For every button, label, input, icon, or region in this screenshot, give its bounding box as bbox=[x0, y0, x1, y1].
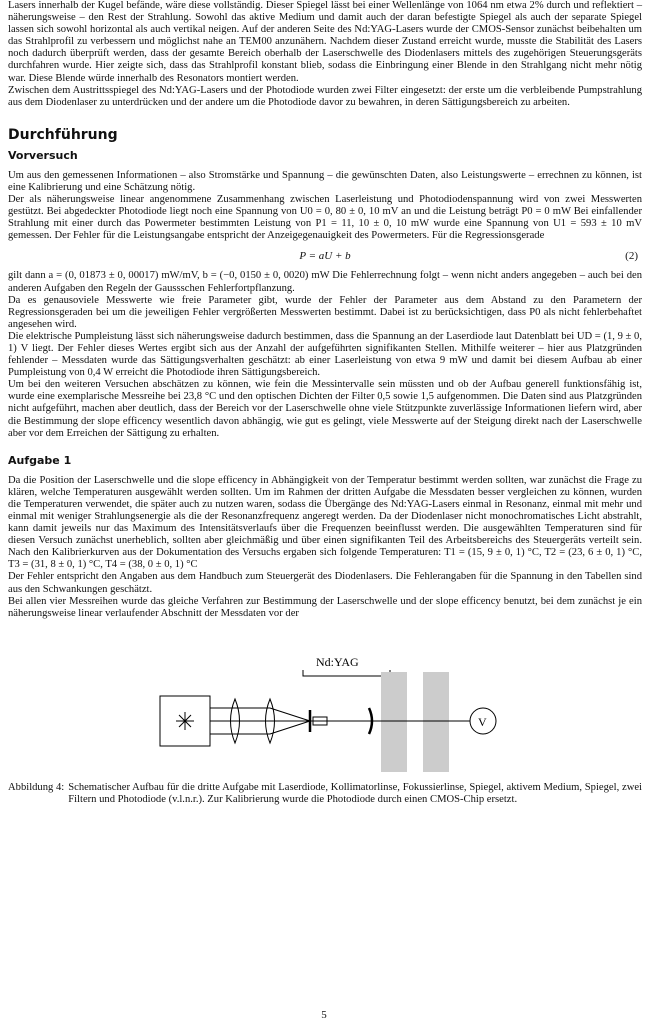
equation-block bbox=[8, 246, 642, 268]
paragraph-vorversuch-6: Um bei den weiteren Versuchen abschätzen zu können, wie fein die Messintervalle sein müssten und ob der Aufbau generell funktionsfähig ist, wurde eine exemplarische Messreihe bei 23,8 °C und den optischen Dichten der Filter 0,5 sowie 1,5 aufgenommen. Die Daten sind aus Platzgründen nicht aufgeführt, machen aber deutlich, dass der Bereich vor der Laserschwelle ohne viele Stützpunkte zuverlässige Informationen liefern wird, aber die Bestimmung der slope efficency wesentlich davon abhängig, wie gut es gelingt, viele Messwerte auf der Steigung direkt nach der Laserschwelle aber vor dem Erreichen der Sättigung zu erhalten. bbox=[8, 379, 642, 439]
caption-label: Abbildung 4: bbox=[8, 781, 65, 793]
equation-number: (2) bbox=[625, 250, 638, 263]
subsection-aufgabe1-title: Aufgabe 1 bbox=[8, 453, 72, 467]
paragraph-vorversuch-3: gilt dann a = (0, 01873 ± 0, 00017) mW/mV, b = (−0, 0150 ± 0, 0020) mW Die Fehlerrechnung folgt – wenn nicht anders angegeben – auch bei den anderen Aufgaben den Regeln der Gaussschen Fehlerfortpflanzung. bbox=[8, 270, 642, 294]
laser-bracket bbox=[303, 670, 390, 676]
photodiode-label: V bbox=[478, 714, 487, 729]
paragraph-vorversuch-5: Die elektrische Pumpleistung lässt sich näherungsweise dadurch bestimmen, dass die Spannung an der Laserdiode laut Datenblatt bei UD = (1, 9 ± 0, 1) V liegt. Der Fehler dieses Wertes ergibt sich aus der Anzahl der aufgeführten signifikanten Stellen. Mithilfe weiterer – hier aus Platzgründen fehlender – Messdaten wurde das Sättigungsverhalten geschätzt: ab einer Laserleistung von etwa 9 mW und damit bei diesem Aufbau ab einer Pumpleistung von 0,4 W erreicht die Photodiode ihren Sättigungsbereich. bbox=[8, 330, 642, 379]
setup-schematic bbox=[8, 636, 642, 778]
paragraph-intro-1: Lasers innerhalb der Kugel befände, wäre diese vollständig. Dieser Spiegel lässt bei einer Wellenlänge von 1064 nm etwa 2% durch und reflektiert – näherungsweise – den Rest der Strahlung. Sowohl das aktive Medium und damit auch der daran befestigte Spiegel als auch der separate Spiegel lassen sich sowohl horizontal als auch vertikal neigen. Auf der anderen Seite des Nd:YAG-Lasers wurde der CMOS-Sensor zunächst beibehalten um das Strahlprofil zu verbessern und möglichst nahe an TEM00 anzunähern. Nachdem dieser Zustand erreicht wurde, musste die Stabilität des Lasers noch dadurch überprüft werden, dass der gesamte Bereich oberhalb der Laserschwelle des Diodenlasers mittels des zugehörigen Steuerungsgeräts durchfahren wurde. Hier zeigte sich, dass das Strahlprofil konstant blieb, sodass die Einbringung einer Blende in den Strahlgang nicht mehr nötig war. Diese Blende würde innerhalb des Resonators montiert werden. bbox=[8, 0, 642, 84]
paragraph-intro-2: Zwischen dem Austrittsspiegel des Nd:YAG-Lasers und der Photodiode wurden zwei Filter eingesetzt: der erste um die verbleibende Pumpstrahlung aus dem Diodenlaser zu unterdrücken und der andere um die Photodiode davor zu bewahren, in deren Sättigungsbereich zu arbeiten. bbox=[8, 84, 642, 108]
section-title: Durchführung bbox=[8, 126, 118, 143]
subsection-vorversuch-title: Vorversuch bbox=[8, 148, 78, 162]
beam-converge-lower bbox=[270, 721, 310, 734]
paragraph-aufgabe1-3: Bei allen vier Messreihen wurde das gleiche Verfahren zur Bestimmung der Laserschwelle und der slope efficency benutzt, bei dem zunächst je ein näherungsweise linear verlaufender Abschnitt der Messdaten vor der bbox=[8, 595, 642, 619]
document-page bbox=[8, 0, 642, 806]
laser-label: Nd:YAG bbox=[316, 654, 359, 669]
paragraph-aufgabe1-1: Da die Position der Laserschwelle und die slope efficency in Abhängigkeit von der Temperatur bestimmt werden sollten, war zunächst die Frage zu klären, welche Temperaturen ausgewählt werden sollten. Um im Rahmen der dritten Aufgabe die Messdaten besser vergleichen zu können, wurden die Temperaturen verwendet, die später auch zu nutzen waren, sodass die Übergänge des Nd:YAG-Lasers einmal in Resonanz, einmal mit mehr und einmal mit weniger Strahlungsenergie als die der Resonanzfrequenz angeregt werden. Da der Diodenlaser nicht monochromatisches Licht abstrahlt, kann damit jeweils nur das Maximum des Intensitätsverlaufs über die Frequenzen beeinflusst werden. Die ausgewählten Temperaturen sind für diesen Versuch zunächst unerheblich, sollten aber gleichmäßig und über einen signifikanten Teil des Arbeitsbereichs des Steuergeräts verteilt sein. Nach den Kalibrierkurven aus der Dokumentation des Versuchs ergaben sich folgende Temperaturen: T1 = (15, 9 ± 0, 1) °C, T2 = (23, 6 ± 0, 1) °C, T3 = (31, 8 ± 0, 1) °C, T4 = (38, 0 ± 0, 1) °C bbox=[8, 474, 642, 571]
figure-caption bbox=[8, 782, 642, 806]
beam-converge-upper bbox=[270, 708, 310, 721]
regression-equation: P = aU + b bbox=[299, 250, 351, 263]
paragraph-vorversuch-4: Da es genausoviele Messwerte wie freie Parameter gibt, wurde der Fehler der Parameter aus dem Abstand zu den Parametern der Regressionsgeraden bei um die jeweiligen Fehler vergrößerten Messwerten bestimmt. Dabei ist zu berücksichtigen, dass P0 als nicht fehlerbehaftet angesehen wird. bbox=[8, 294, 642, 330]
paragraph-aufgabe1-2: Der Fehler entspricht den Angaben aus dem Handbuch zum Steuergerät des Diodenlasers. Die Fehlerangaben für die Spannung in den Tabellen sind aus den Schwankungen geschätzt. bbox=[8, 571, 642, 595]
filter-2 bbox=[423, 672, 449, 772]
filter-1 bbox=[381, 672, 407, 772]
paragraph-vorversuch-1: Um aus den gemessenen Informationen – also Stromstärke und Spannung – die gewünschten Daten, also Leistungswerte – errechnen zu können, ist eine Kalibrierung und eine Schätzung nötig. bbox=[8, 169, 642, 193]
setup-figure bbox=[8, 636, 642, 778]
page-number: 5 bbox=[321, 1009, 327, 1021]
paragraph-vorversuch-2: Der als näherungsweise linear angenommene Zusammenhang zwischen Laserleistung und Photodiodenspannung wird von zwei Messwerten gestützt. Bei abgedeckter Photodiode liegt noch eine Spannung von U0 = 0, 80 ± 0, 10 mV an und die Leistung beträgt P0 = 0 mW Bei einfallender Strahlung mit einer durch das Powermeter bestimmten Leistung von P1 = 11, 10 ± 0, 10 mW wurde eine Spannung von U1 = 593 ± 10 mV gemessen. Der Fehler für die Leistungsangabe entspricht der Anzeigegenauigkeit des Powermeters. Für die Regressionsgerade bbox=[8, 194, 642, 242]
laser-diode-star-icon bbox=[176, 712, 194, 730]
caption-text: Schematischer Aufbau für die dritte Aufgabe mit Laserdiode, Kollimatorlinse, Fokussierlinse, Spiegel, aktivem Medium, Spiegel, zwei Filtern und Photodiode (v.l.n.r.). Zur Kalibrierung wurde die Photodiode durch einen CMOS-Chip ersetzt. bbox=[68, 781, 642, 805]
